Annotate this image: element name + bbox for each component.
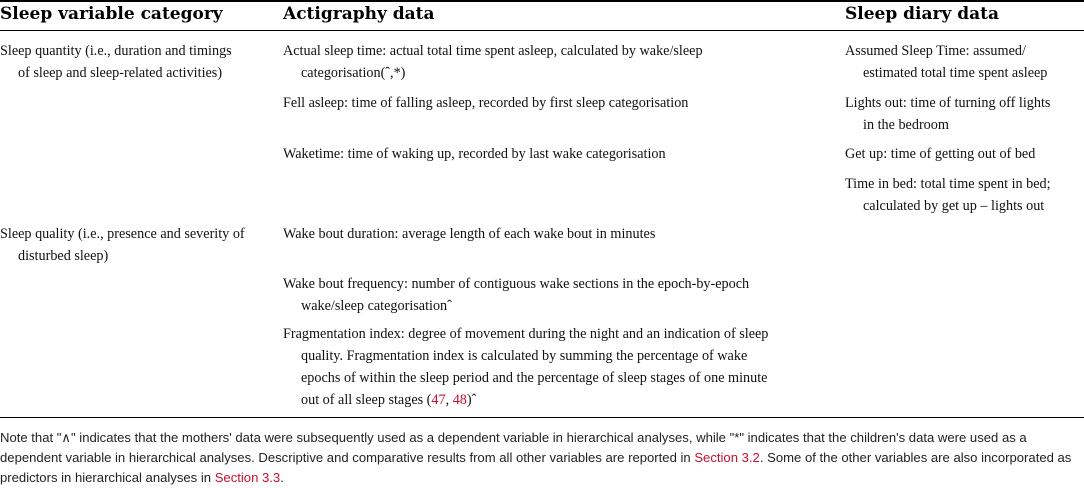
table-footnote bbox=[0, 428, 1084, 488]
actigraphy-fragmentation-index bbox=[283, 323, 838, 411]
lights-out-line1: Lights out: time of turning off lights bbox=[845, 95, 1051, 111]
fragmentation-line4-post: )ˆ bbox=[466, 392, 477, 408]
header-diary: Sleep diary data bbox=[845, 4, 1000, 24]
header-category: Sleep variable category bbox=[0, 4, 223, 24]
category-quantity-line2: of sleep and sleep-related activities) bbox=[18, 65, 223, 81]
waketime-line1: Waketime: time of waking up, recorded by last wake categorisation bbox=[283, 146, 666, 162]
header-rule bbox=[0, 30, 1084, 31]
category-quality-line2: disturbed sleep) bbox=[18, 248, 109, 264]
assumed-line1: Assumed Sleep Time: assumed/ bbox=[845, 43, 1026, 59]
header-actigraphy: Actigraphy data bbox=[283, 4, 435, 24]
fragmentation-line2: quality. Fragmentation index is calculated by summing the percentage of wake bbox=[301, 348, 748, 364]
diary-time-in-bed bbox=[845, 173, 1084, 217]
category-sleep-quality bbox=[0, 223, 280, 267]
category-quantity-line1: Sleep quantity (i.e., duration and timings bbox=[0, 43, 232, 59]
diary-assumed-sleep-time bbox=[845, 40, 1084, 84]
footnote-part1: Note that "∧" indicates that the mothers' data were subsequently used as a dependent variable in hierarchical analyses, while "*" indicates that the children's data were used as a dependent variable in hierarchical analyses. Descriptive and comparative results from all other variables are reported in bbox=[0, 430, 1027, 465]
time-in-bed-line1: Time in bed: total time spent in bed; bbox=[845, 176, 1051, 192]
assumed-line2: estimated total time spent asleep bbox=[863, 65, 1048, 81]
get-up-line1: Get up: time of getting out of bed bbox=[845, 146, 1036, 162]
fragmentation-line4 bbox=[283, 389, 838, 411]
wake-bout-duration-line1: Wake bout duration: average length of each wake bout in minutes bbox=[283, 226, 656, 242]
actigraphy-waketime bbox=[283, 143, 838, 165]
wake-bout-frequency-line1: Wake bout frequency: number of contiguous wake sections in the epoch-by-epoch bbox=[283, 276, 750, 292]
fragmentation-line3: epochs of within the sleep period and the percentage of sleep stages of one minute bbox=[301, 370, 768, 386]
fragmentation-line1: Fragmentation index: degree of movement during the night and an indication of sleep bbox=[283, 326, 769, 342]
diary-get-up bbox=[845, 143, 1084, 165]
section-3-2-link[interactable]: Section 3.2 bbox=[694, 450, 760, 465]
reference-48-link[interactable]: 48 bbox=[452, 392, 467, 408]
actigraphy-fell-asleep bbox=[283, 92, 838, 114]
actigraphy-actual-sleep-time bbox=[283, 40, 838, 84]
fell-asleep-line1: Fell asleep: time of falling asleep, recorded by first sleep categorisation bbox=[283, 95, 689, 111]
wake-bout-frequency-line2: wake/sleep categorisationˆ bbox=[301, 298, 452, 314]
actigraphy-wake-bout-duration bbox=[283, 223, 838, 245]
actual-sleep-line2: categorisation(ˆ,*) bbox=[301, 65, 406, 81]
reference-separator: , bbox=[445, 392, 453, 408]
table-top-rule bbox=[0, 0, 1084, 2]
fragmentation-line4-pre: out of all sleep stages ( bbox=[301, 392, 432, 408]
actigraphy-wake-bout-frequency bbox=[283, 273, 838, 317]
category-quality-line1: Sleep quality (i.e., presence and severity of bbox=[0, 226, 245, 242]
lights-out-line2: in the bedroom bbox=[863, 117, 949, 133]
time-in-bed-line2: calculated by get up – lights out bbox=[863, 198, 1045, 214]
table-bottom-rule bbox=[0, 417, 1084, 418]
category-sleep-quantity bbox=[0, 40, 280, 84]
footnote-part2: . Some of the other variables are also incorporated as predictors in hierarchical analyses in bbox=[0, 450, 1072, 485]
section-3-3-link[interactable]: Section 3.3 bbox=[214, 470, 281, 485]
diary-lights-out bbox=[845, 92, 1084, 136]
reference-47-link[interactable]: 47 bbox=[431, 392, 446, 408]
actual-sleep-line1: Actual sleep time: actual total time spent asleep, calculated by wake/sleep bbox=[283, 43, 703, 59]
footnote-part3: . bbox=[280, 470, 284, 485]
